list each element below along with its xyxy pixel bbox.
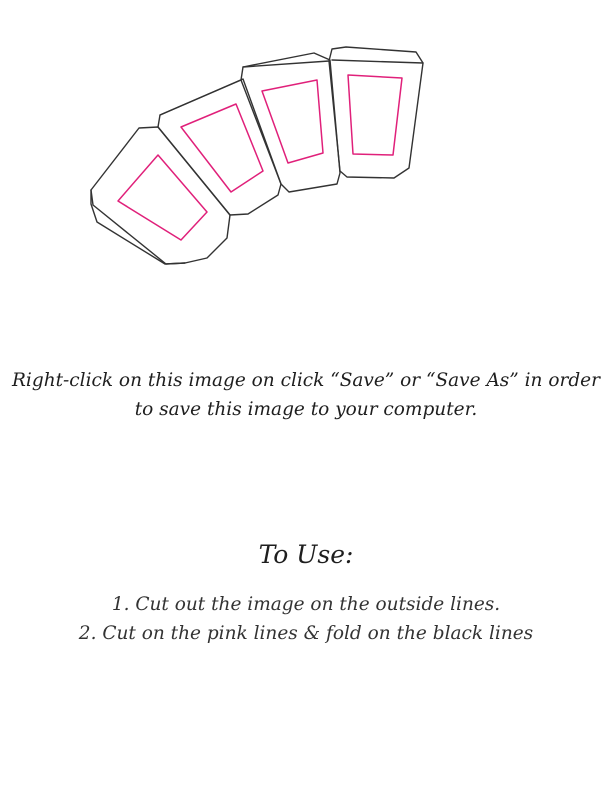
panel-4-outline [329, 47, 423, 178]
save-instructions-line-1: Right-click on this image on click “Save” or “Save As” in order [12, 370, 600, 391]
panel-3-outline [241, 53, 340, 192]
usage-step: 1. Cut out the image on the outside lines. [111, 594, 501, 615]
save-instructions [0, 366, 612, 424]
fold-1-2 [158, 127, 230, 215]
panel-4-fold [332, 60, 423, 63]
window-4-cut [348, 75, 402, 155]
save-instructions-line-2: to save this image to your computer. [134, 399, 478, 420]
window-2-cut [181, 104, 263, 192]
cut-and-fold-template [0, 0, 612, 300]
panel-1-outline [91, 127, 230, 264]
fold-3-4 [329, 61, 340, 171]
window-1-cut [118, 155, 207, 240]
printable-template-image[interactable] [0, 0, 612, 300]
usage-heading: To Use: [258, 540, 354, 569]
panel-2-outline [158, 79, 281, 215]
panel-2-fold [160, 80, 241, 115]
usage-steps-list [0, 590, 612, 648]
usage-step: 2. Cut on the pink lines & fold on the black lines [78, 623, 534, 644]
window-3-cut [262, 80, 323, 163]
